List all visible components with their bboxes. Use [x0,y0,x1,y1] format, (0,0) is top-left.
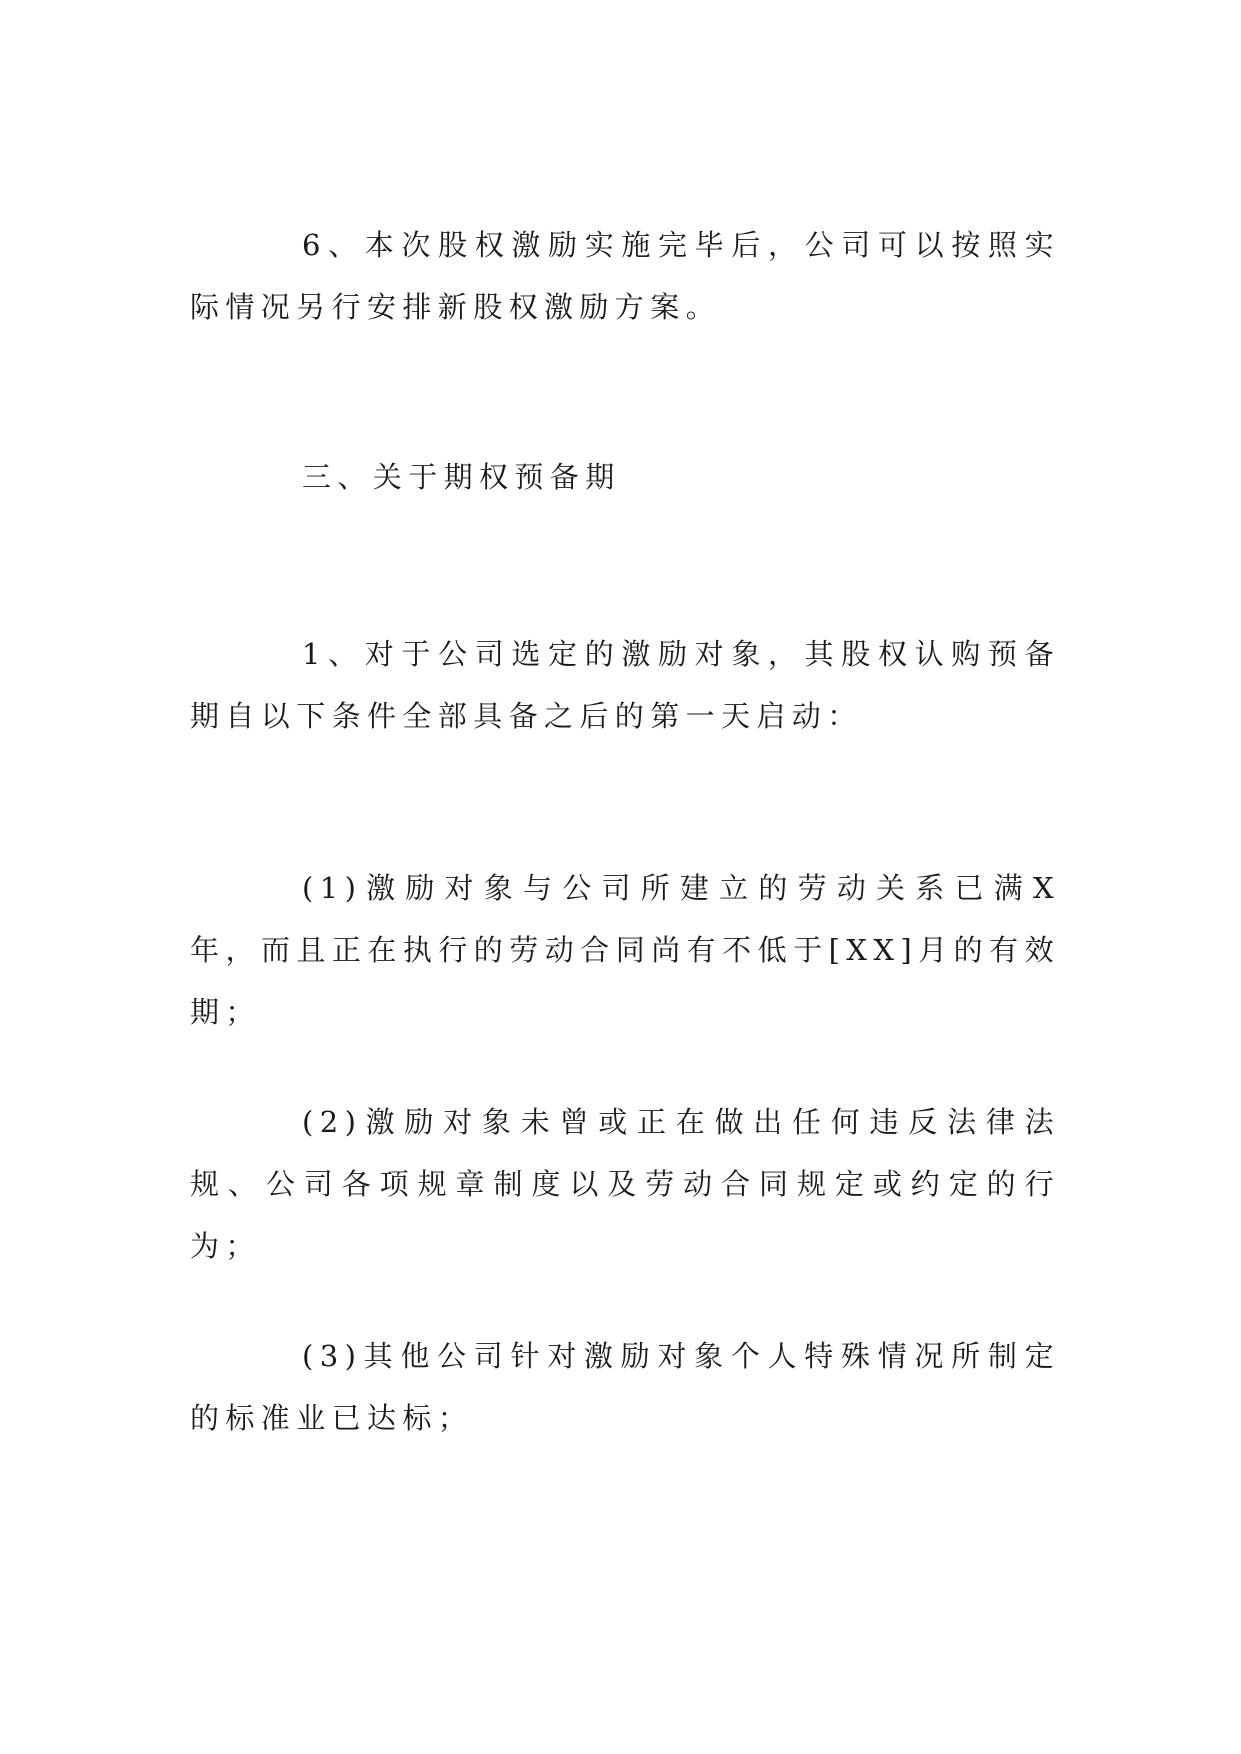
paragraph-item-6: 6、本次股权激励实施完毕后，公司可以按照实际情况另行安排新股权激励方案。 [190,228,1060,324]
condition-item-2: (2)激励对象未曾或正在做出任何违反法律法规、公司各项规章制度以及劳动合同规定或约定的行为； [190,1105,1060,1263]
section-heading-3: 三、关于期权预备期 [302,460,621,494]
condition-item-3: (3)其他公司针对激励对象个人特殊情况所制定的标准业已达标； [190,1339,1060,1435]
paragraph-item-1: 1、对于公司选定的激励对象，其股权认购预备期自以下条件全部具备之后的第一天启动： [190,637,1060,733]
condition-item-1: (1)激励对象与公司所建立的劳动关系已满X年，而且正在执行的劳动合同尚有不低于[XX]月的有效期； [190,871,1060,1029]
